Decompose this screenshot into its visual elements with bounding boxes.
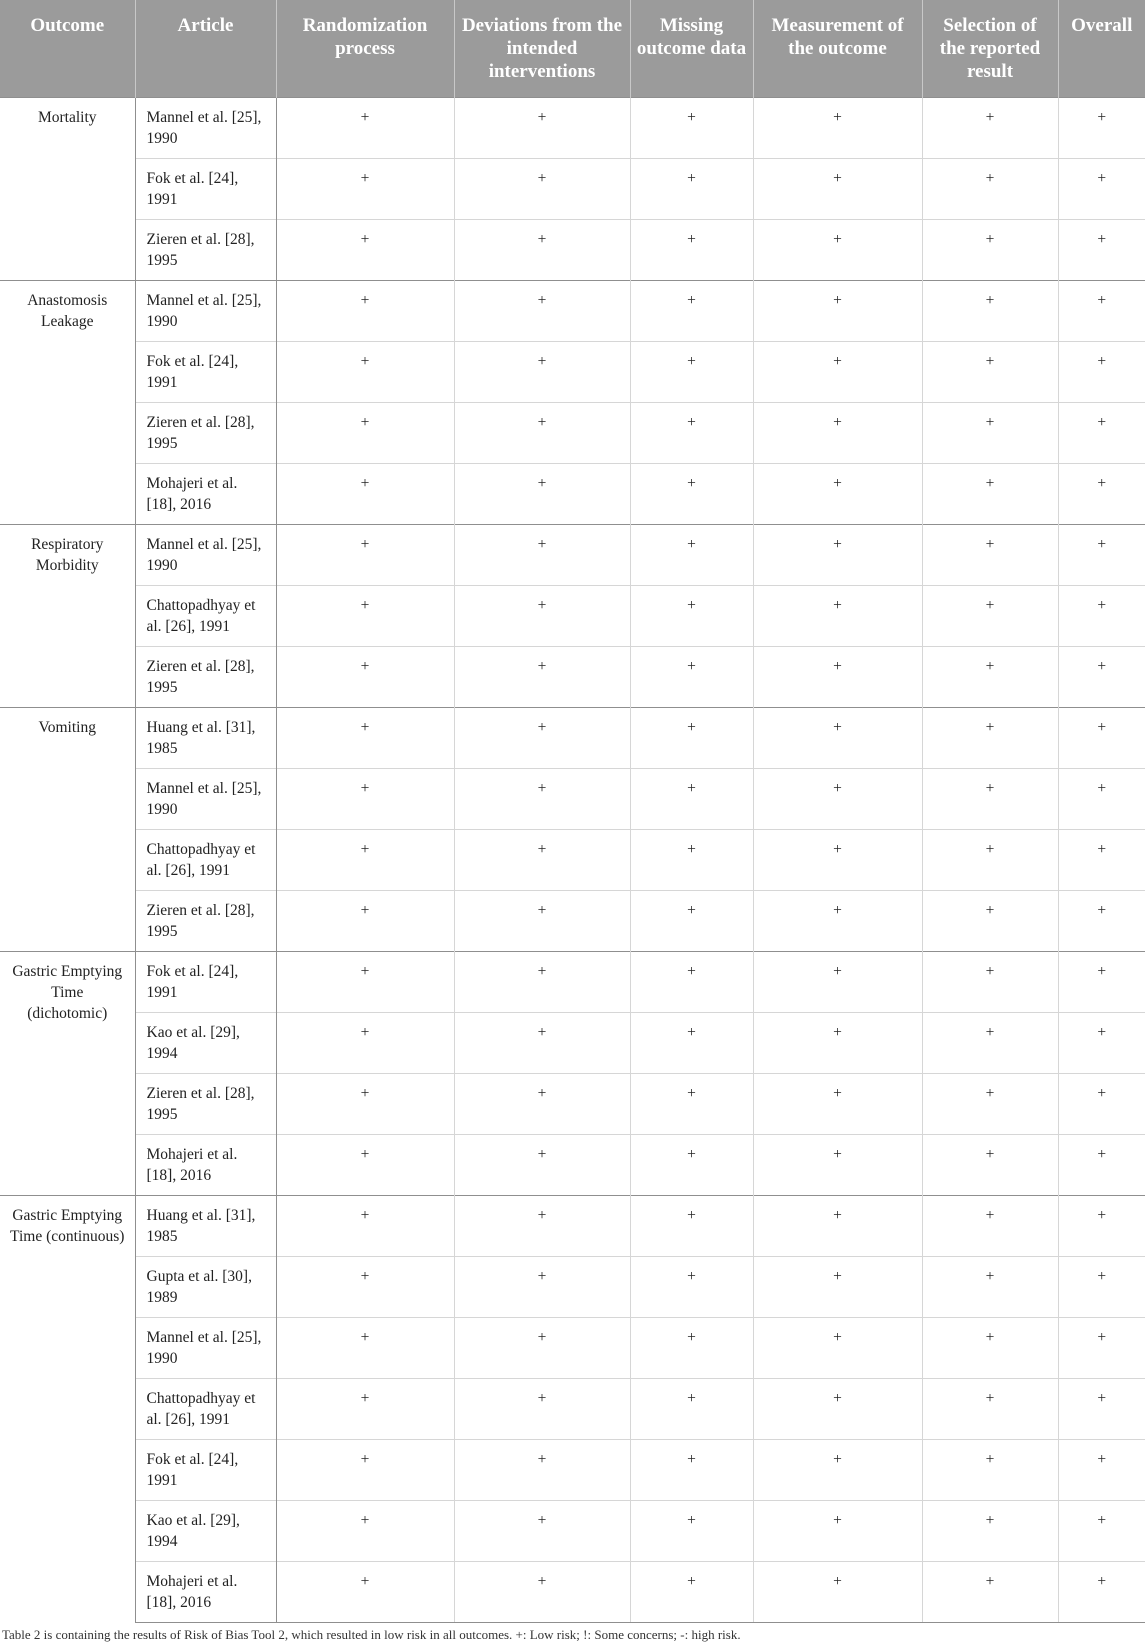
risk-mark-cell: + <box>1058 890 1145 951</box>
risk-mark-cell: + <box>1058 1439 1145 1500</box>
risk-mark-cell: + <box>753 1012 922 1073</box>
risk-mark-cell: + <box>276 829 454 890</box>
risk-mark-cell: + <box>753 707 922 768</box>
outcome-cell: Respiratory Morbidity <box>0 524 135 707</box>
table-row <box>0 1195 1145 1256</box>
header-outcome: Outcome <box>0 0 135 97</box>
risk-mark-cell: + <box>753 97 922 158</box>
table-row <box>0 463 1145 524</box>
risk-mark-cell: + <box>454 1439 630 1500</box>
risk-mark-cell: + <box>922 1500 1058 1561</box>
table-row <box>0 280 1145 341</box>
risk-mark-cell: + <box>753 341 922 402</box>
risk-mark-cell: + <box>1058 1134 1145 1195</box>
article-cell: Fok et al. [24], 1991 <box>135 951 276 1012</box>
article-cell: Huang et al. [31], 1985 <box>135 1195 276 1256</box>
table-row <box>0 768 1145 829</box>
risk-mark-cell: + <box>922 158 1058 219</box>
table-caption: Table 2 is containing the results of Risk of Bias Tool 2, which resulted in low risk in all outcomes. +: Low risk; !: Some concerns; -: high risk. <box>2 1627 741 1642</box>
risk-mark-cell: + <box>276 1439 454 1500</box>
risk-mark-cell: + <box>922 951 1058 1012</box>
risk-mark-cell: + <box>454 524 630 585</box>
risk-mark-cell: + <box>753 890 922 951</box>
risk-mark-cell: + <box>922 1561 1058 1622</box>
risk-mark-cell: + <box>753 1561 922 1622</box>
risk-mark-cell: + <box>630 585 753 646</box>
table-row <box>0 1439 1145 1500</box>
risk-mark-cell: + <box>276 585 454 646</box>
header-selection-of-reported-result: Selection of the reported result <box>922 0 1058 97</box>
article-cell: Mohajeri et al. [18], 2016 <box>135 1561 276 1622</box>
table-header-row <box>0 0 1145 97</box>
risk-mark-cell: + <box>454 1317 630 1378</box>
table-row <box>0 1500 1145 1561</box>
risk-mark-cell: + <box>276 1134 454 1195</box>
table-row <box>0 1134 1145 1195</box>
risk-mark-cell: + <box>922 1134 1058 1195</box>
risk-mark-cell: + <box>630 707 753 768</box>
risk-mark-cell: + <box>454 1134 630 1195</box>
table-row <box>0 707 1145 768</box>
risk-mark-cell: + <box>276 1500 454 1561</box>
article-cell: Chattopadhyay et al. [26], 1991 <box>135 1378 276 1439</box>
risk-mark-cell: + <box>1058 768 1145 829</box>
table-row <box>0 890 1145 951</box>
article-cell: Zieren et al. [28], 1995 <box>135 1073 276 1134</box>
risk-mark-cell: + <box>1058 1195 1145 1256</box>
risk-mark-cell: + <box>922 646 1058 707</box>
risk-mark-cell: + <box>454 1378 630 1439</box>
risk-mark-cell: + <box>1058 402 1145 463</box>
table-row <box>0 1317 1145 1378</box>
risk-mark-cell: + <box>276 219 454 280</box>
risk-mark-cell: + <box>922 585 1058 646</box>
risk-mark-cell: + <box>630 1561 753 1622</box>
risk-mark-cell: + <box>454 1073 630 1134</box>
risk-mark-cell: + <box>753 1256 922 1317</box>
risk-mark-cell: + <box>922 97 1058 158</box>
risk-mark-cell: + <box>276 463 454 524</box>
risk-mark-cell: + <box>1058 1378 1145 1439</box>
risk-mark-cell: + <box>922 402 1058 463</box>
risk-mark-cell: + <box>454 1561 630 1622</box>
risk-mark-cell: + <box>630 890 753 951</box>
risk-mark-cell: + <box>753 158 922 219</box>
risk-mark-cell: + <box>276 524 454 585</box>
outcome-cell: Gastric Emptying Time (continuous) <box>0 1195 135 1622</box>
table-row <box>0 951 1145 1012</box>
risk-mark-cell: + <box>454 219 630 280</box>
risk-mark-cell: + <box>1058 707 1145 768</box>
header-missing-outcome-data: Missing outcome data <box>630 0 753 97</box>
risk-mark-cell: + <box>454 951 630 1012</box>
article-cell: Zieren et al. [28], 1995 <box>135 646 276 707</box>
article-cell: Mannel et al. [25], 1990 <box>135 1317 276 1378</box>
risk-mark-cell: + <box>630 524 753 585</box>
risk-mark-cell: + <box>276 97 454 158</box>
risk-mark-cell: + <box>922 341 1058 402</box>
header-overall: Overall <box>1058 0 1145 97</box>
risk-mark-cell: + <box>630 463 753 524</box>
table-body <box>0 97 1145 1622</box>
risk-mark-cell: + <box>1058 1256 1145 1317</box>
table-row <box>0 219 1145 280</box>
risk-mark-cell: + <box>753 219 922 280</box>
risk-mark-cell: + <box>630 1500 753 1561</box>
risk-mark-cell: + <box>630 1256 753 1317</box>
risk-mark-cell: + <box>1058 646 1145 707</box>
article-cell: Zieren et al. [28], 1995 <box>135 402 276 463</box>
risk-mark-cell: + <box>753 1439 922 1500</box>
table-row <box>0 1561 1145 1622</box>
risk-mark-cell: + <box>630 1195 753 1256</box>
risk-mark-cell: + <box>630 1317 753 1378</box>
risk-mark-cell: + <box>753 1073 922 1134</box>
risk-mark-cell: + <box>1058 219 1145 280</box>
risk-mark-cell: + <box>276 280 454 341</box>
risk-mark-cell: + <box>1058 1012 1145 1073</box>
risk-mark-cell: + <box>922 1378 1058 1439</box>
risk-mark-cell: + <box>454 829 630 890</box>
risk-mark-cell: + <box>454 97 630 158</box>
outcome-cell: Anastomosis Leakage <box>0 280 135 524</box>
risk-mark-cell: + <box>276 890 454 951</box>
risk-mark-cell: + <box>630 97 753 158</box>
article-cell: Zieren et al. [28], 1995 <box>135 219 276 280</box>
risk-mark-cell: + <box>454 402 630 463</box>
risk-mark-cell: + <box>1058 829 1145 890</box>
table-row <box>0 1378 1145 1439</box>
risk-mark-cell: + <box>753 280 922 341</box>
risk-mark-cell: + <box>276 1561 454 1622</box>
risk-mark-cell: + <box>922 219 1058 280</box>
table-row <box>0 524 1145 585</box>
risk-mark-cell: + <box>630 646 753 707</box>
risk-mark-cell: + <box>454 1256 630 1317</box>
article-cell: Zieren et al. [28], 1995 <box>135 890 276 951</box>
risk-mark-cell: + <box>630 158 753 219</box>
header-deviations-from-interventions: Deviations from the intended interventions <box>454 0 630 97</box>
risk-mark-cell: + <box>630 1073 753 1134</box>
table-row <box>0 402 1145 463</box>
risk-mark-cell: + <box>1058 1317 1145 1378</box>
table-row <box>0 341 1145 402</box>
article-cell: Chattopadhyay et al. [26], 1991 <box>135 585 276 646</box>
risk-mark-cell: + <box>454 707 630 768</box>
outcome-cell: Vomiting <box>0 707 135 951</box>
risk-mark-cell: + <box>630 951 753 1012</box>
risk-mark-cell: + <box>630 829 753 890</box>
article-cell: Kao et al. [29], 1994 <box>135 1500 276 1561</box>
risk-mark-cell: + <box>630 1378 753 1439</box>
risk-mark-cell: + <box>454 1500 630 1561</box>
risk-mark-cell: + <box>454 280 630 341</box>
risk-mark-cell: + <box>630 402 753 463</box>
table-row <box>0 1256 1145 1317</box>
risk-mark-cell: + <box>630 280 753 341</box>
risk-mark-cell: + <box>922 890 1058 951</box>
risk-mark-cell: + <box>276 1073 454 1134</box>
article-cell: Fok et al. [24], 1991 <box>135 341 276 402</box>
risk-mark-cell: + <box>1058 97 1145 158</box>
risk-mark-cell: + <box>276 1195 454 1256</box>
risk-mark-cell: + <box>454 646 630 707</box>
risk-mark-cell: + <box>630 1439 753 1500</box>
article-cell: Mohajeri et al. [18], 2016 <box>135 1134 276 1195</box>
risk-mark-cell: + <box>922 1317 1058 1378</box>
risk-mark-cell: + <box>276 1012 454 1073</box>
article-cell: Chattopadhyay et al. [26], 1991 <box>135 829 276 890</box>
risk-mark-cell: + <box>276 158 454 219</box>
header-article: Article <box>135 0 276 97</box>
risk-mark-cell: + <box>753 1195 922 1256</box>
risk-mark-cell: + <box>922 280 1058 341</box>
risk-mark-cell: + <box>753 1317 922 1378</box>
risk-mark-cell: + <box>922 829 1058 890</box>
risk-mark-cell: + <box>454 1195 630 1256</box>
risk-mark-cell: + <box>922 1256 1058 1317</box>
risk-mark-cell: + <box>454 341 630 402</box>
risk-mark-cell: + <box>630 341 753 402</box>
risk-mark-cell: + <box>276 951 454 1012</box>
risk-mark-cell: + <box>753 585 922 646</box>
risk-mark-cell: + <box>1058 1561 1145 1622</box>
risk-mark-cell: + <box>276 402 454 463</box>
article-cell: Huang et al. [31], 1985 <box>135 707 276 768</box>
risk-mark-cell: + <box>753 1500 922 1561</box>
header-randomization-process: Randomization process <box>276 0 454 97</box>
table-row <box>0 158 1145 219</box>
risk-mark-cell: + <box>922 1012 1058 1073</box>
risk-mark-cell: + <box>753 951 922 1012</box>
risk-mark-cell: + <box>276 341 454 402</box>
risk-mark-cell: + <box>922 707 1058 768</box>
risk-mark-cell: + <box>276 707 454 768</box>
risk-mark-cell: + <box>454 585 630 646</box>
risk-mark-cell: + <box>1058 1073 1145 1134</box>
header-measurement-of-outcome: Measurement of the outcome <box>753 0 922 97</box>
risk-mark-cell: + <box>630 768 753 829</box>
article-cell: Mannel et al. [25], 1990 <box>135 524 276 585</box>
article-cell: Mannel et al. [25], 1990 <box>135 280 276 341</box>
article-cell: Kao et al. [29], 1994 <box>135 1012 276 1073</box>
risk-mark-cell: + <box>454 890 630 951</box>
risk-mark-cell: + <box>1058 341 1145 402</box>
table-row <box>0 646 1145 707</box>
risk-mark-cell: + <box>1058 463 1145 524</box>
risk-mark-cell: + <box>276 646 454 707</box>
risk-mark-cell: + <box>753 402 922 463</box>
risk-mark-cell: + <box>1058 951 1145 1012</box>
risk-mark-cell: + <box>1058 158 1145 219</box>
risk-mark-cell: + <box>922 1439 1058 1500</box>
table-row <box>0 97 1145 158</box>
risk-mark-cell: + <box>1058 524 1145 585</box>
risk-mark-cell: + <box>276 768 454 829</box>
risk-mark-cell: + <box>454 768 630 829</box>
risk-mark-cell: + <box>1058 1500 1145 1561</box>
table-row <box>0 1012 1145 1073</box>
risk-mark-cell: + <box>922 1073 1058 1134</box>
risk-mark-cell: + <box>922 768 1058 829</box>
risk-mark-cell: + <box>276 1317 454 1378</box>
risk-mark-cell: + <box>753 829 922 890</box>
risk-mark-cell: + <box>753 1378 922 1439</box>
article-cell: Gupta et al. [30], 1989 <box>135 1256 276 1317</box>
risk-mark-cell: + <box>753 1134 922 1195</box>
risk-mark-cell: + <box>630 1134 753 1195</box>
risk-mark-cell: + <box>276 1256 454 1317</box>
outcome-cell: Gastric Emptying Time (dichotomic) <box>0 951 135 1195</box>
article-cell: Fok et al. [24], 1991 <box>135 158 276 219</box>
risk-mark-cell: + <box>753 768 922 829</box>
table-row <box>0 585 1145 646</box>
risk-mark-cell: + <box>276 1378 454 1439</box>
article-cell: Mannel et al. [25], 1990 <box>135 768 276 829</box>
risk-mark-cell: + <box>922 524 1058 585</box>
article-cell: Mohajeri et al. [18], 2016 <box>135 463 276 524</box>
table-row <box>0 829 1145 890</box>
risk-mark-cell: + <box>753 463 922 524</box>
risk-mark-cell: + <box>753 524 922 585</box>
risk-mark-cell: + <box>630 1012 753 1073</box>
risk-mark-cell: + <box>922 463 1058 524</box>
risk-mark-cell: + <box>630 219 753 280</box>
risk-mark-cell: + <box>922 1195 1058 1256</box>
article-cell: Mannel et al. [25], 1990 <box>135 97 276 158</box>
risk-mark-cell: + <box>454 158 630 219</box>
risk-mark-cell: + <box>454 1012 630 1073</box>
article-cell: Fok et al. [24], 1991 <box>135 1439 276 1500</box>
risk-mark-cell: + <box>1058 585 1145 646</box>
risk-mark-cell: + <box>753 646 922 707</box>
risk-mark-cell: + <box>1058 280 1145 341</box>
table-row <box>0 1073 1145 1134</box>
outcome-cell: Mortality <box>0 97 135 280</box>
risk-mark-cell: + <box>454 463 630 524</box>
